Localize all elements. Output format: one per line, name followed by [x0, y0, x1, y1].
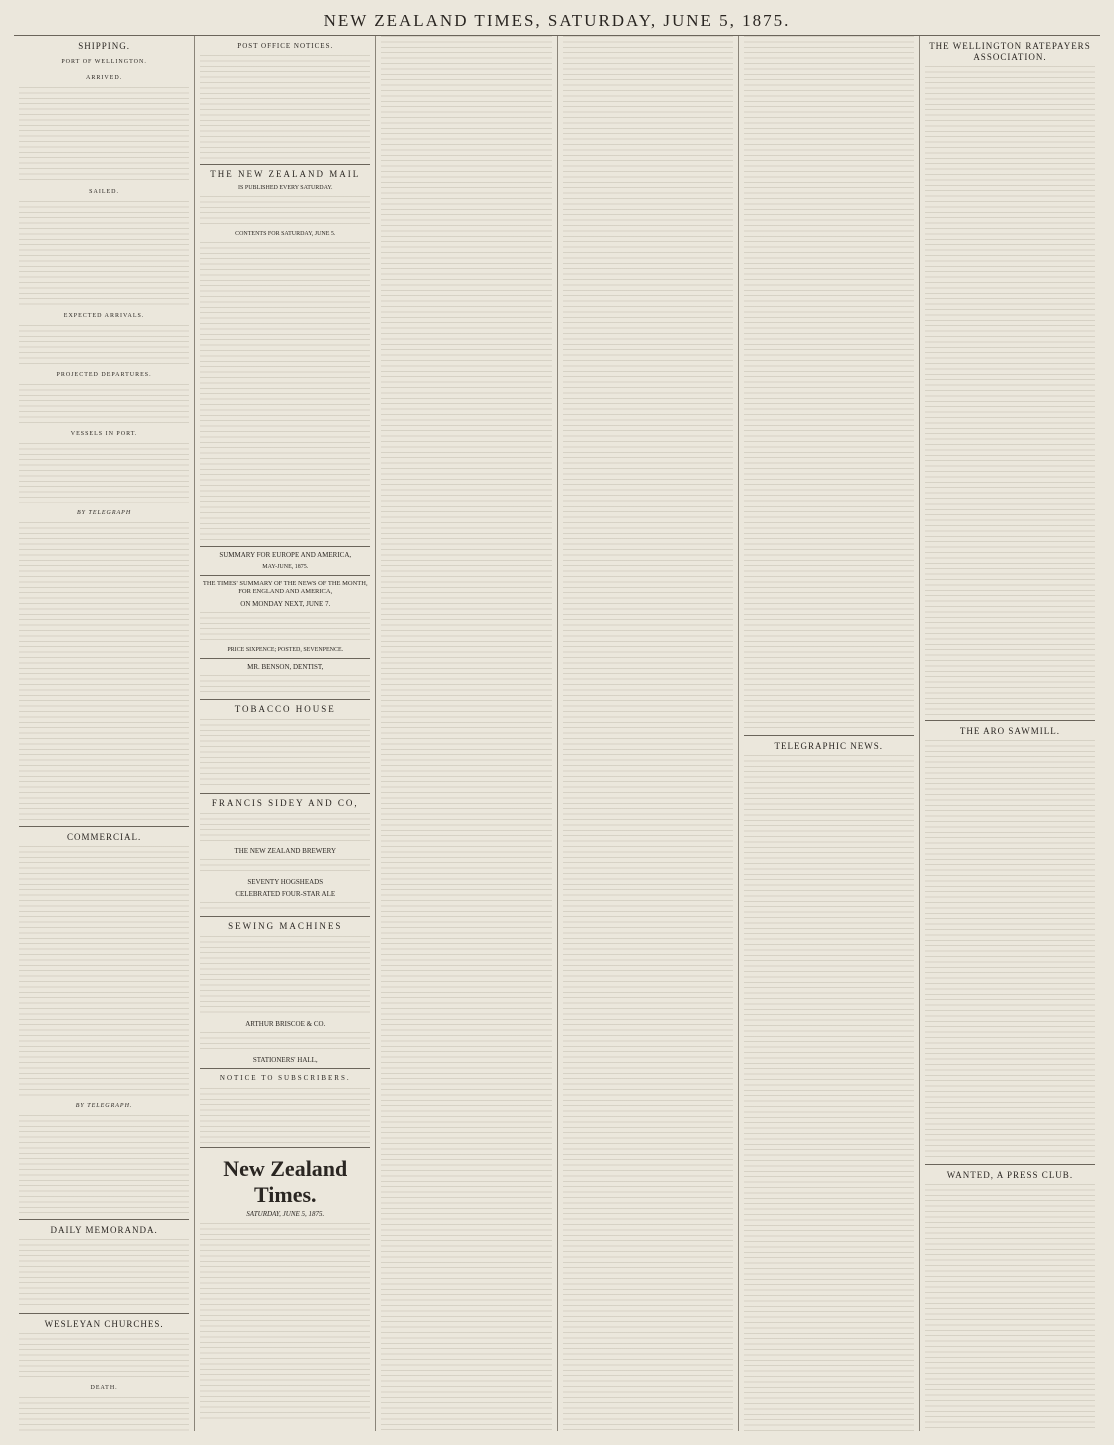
expected-heading: EXPECTED ARRIVALS. [63, 313, 145, 319]
column-5 [739, 36, 920, 1431]
expected-text [19, 325, 189, 365]
memoranda-heading: DAILY MEMORANDA. [50, 1225, 158, 1235]
projected-text [19, 384, 189, 424]
price-line: PRICE SIXPENCE; POSTED, SEVENPENCE. [227, 647, 344, 653]
telegraphic-heading: TELEGRAPHIC NEWS. [774, 741, 884, 751]
nameplate: New Zealand Times. [223, 1156, 348, 1207]
benson-ad: MR. BENSON, DENTIST, [247, 663, 324, 671]
commercial-text [19, 846, 189, 1096]
mail-text [200, 196, 370, 226]
column-2 [195, 36, 376, 1431]
editorial-text [200, 1223, 370, 1423]
contents-text [200, 242, 370, 542]
post-office-heading: POST OFFICE NOTICES. [237, 42, 334, 50]
column-6 [920, 36, 1100, 1431]
wesleyan-heading: WESLEYAN CHURCHES. [44, 1319, 164, 1329]
sawmill-text [925, 740, 1095, 1160]
vessels-text [19, 443, 189, 503]
shipping-heading: SHIPPING. [78, 41, 130, 51]
mail-title: THE NEW ZEALAND MAIL [210, 169, 361, 179]
sailed-text [19, 201, 189, 306]
telegraph2-text [19, 1115, 189, 1215]
press-club-heading: WANTED, A PRESS CLUB. [946, 1170, 1074, 1180]
vessels-heading: VESSELS IN PORT. [70, 431, 138, 437]
briscoe-ad: ARTHUR BRISCOE & CO. [245, 1020, 326, 1028]
death-heading: DEATH. [90, 1385, 118, 1391]
tobacco-ad: TOBACCO HOUSE [234, 704, 336, 714]
notice-text [200, 1088, 370, 1143]
celebrated-text [200, 902, 370, 912]
death-text [19, 1397, 189, 1431]
notice-ad: NOTICE TO SUBSCRIBERS. [219, 1074, 351, 1082]
francis-ad: FRANCIS SIDEY AND CO, [211, 798, 359, 808]
commercial-heading: COMMERCIAL. [66, 832, 142, 842]
briscoe-text [200, 1032, 370, 1052]
masthead: NEW ZEALAND TIMES, SATURDAY, JUNE 5, 1875. [14, 8, 1100, 36]
column-1 [14, 36, 195, 1431]
telegraph-heading: BY TELEGRAPH [77, 510, 132, 516]
mail-sub: IS PUBLISHED EVERY SATURDAY. [238, 185, 333, 191]
times-monday: ON MONDAY NEXT, JUNE 7. [240, 600, 331, 608]
press-club-text [925, 1184, 1095, 1431]
arrived-text [19, 87, 189, 182]
port-heading: PORT OF WELLINGTON. [61, 59, 147, 65]
column-4 [558, 36, 739, 1431]
arrived-heading: ARRIVED. [86, 75, 123, 81]
summary-heading: SUMMARY FOR EUROPE AND AMERICA, [219, 551, 352, 559]
telegraph-text [19, 522, 189, 822]
news-column-4 [563, 36, 733, 1431]
brewery-ad: THE NEW ZEALAND BREWERY [234, 847, 337, 855]
telegraphic-text [744, 755, 914, 1431]
times-summary: THE TIMES' SUMMARY OF THE NEWS OF THE MONTH, FOR ENGLAND AND AMERICA, [202, 580, 368, 595]
benson-text [200, 675, 370, 695]
sawmill-heading: THE ARO SAWMILL. [959, 726, 1060, 736]
ratepayers-text [925, 66, 1095, 716]
news-column-5 [744, 36, 914, 731]
ratepayers-heading: THE WELLINGTON RATEPAYERS ASSOCIATION. [929, 41, 1091, 62]
hogsheads-ad: SEVENTY HOGSHEADS [247, 878, 324, 886]
post-office-text [200, 55, 370, 160]
projected-heading: PROJECTED DEPARTURES. [56, 372, 152, 378]
times-text [200, 612, 370, 642]
dateline: SATURDAY, JUNE 5, 1875. [246, 1210, 325, 1218]
summary-date: MAY-JUNE, 1875. [262, 564, 309, 570]
francis-text [200, 813, 370, 843]
editorial-continued [381, 36, 551, 1431]
telegraph2-heading: BY TELEGRAPH. [75, 1103, 133, 1109]
stationers-ad: STATIONERS' HALL, [252, 1056, 318, 1064]
sewing-text [200, 936, 370, 1016]
tobacco-text [200, 719, 370, 789]
sailed-heading: SAILED. [89, 189, 119, 195]
memoranda-text [19, 1239, 189, 1309]
contents-heading: CONTENTS FOR SATURDAY, JUNE 5. [235, 231, 336, 237]
wesleyan-text [19, 1333, 189, 1378]
sewing-ad: SEWING MACHINES [228, 921, 343, 931]
brewery-text [200, 859, 370, 874]
column-3 [376, 36, 557, 1431]
celebrated-ad: CELEBRATED FOUR-STAR ALE [235, 890, 336, 898]
